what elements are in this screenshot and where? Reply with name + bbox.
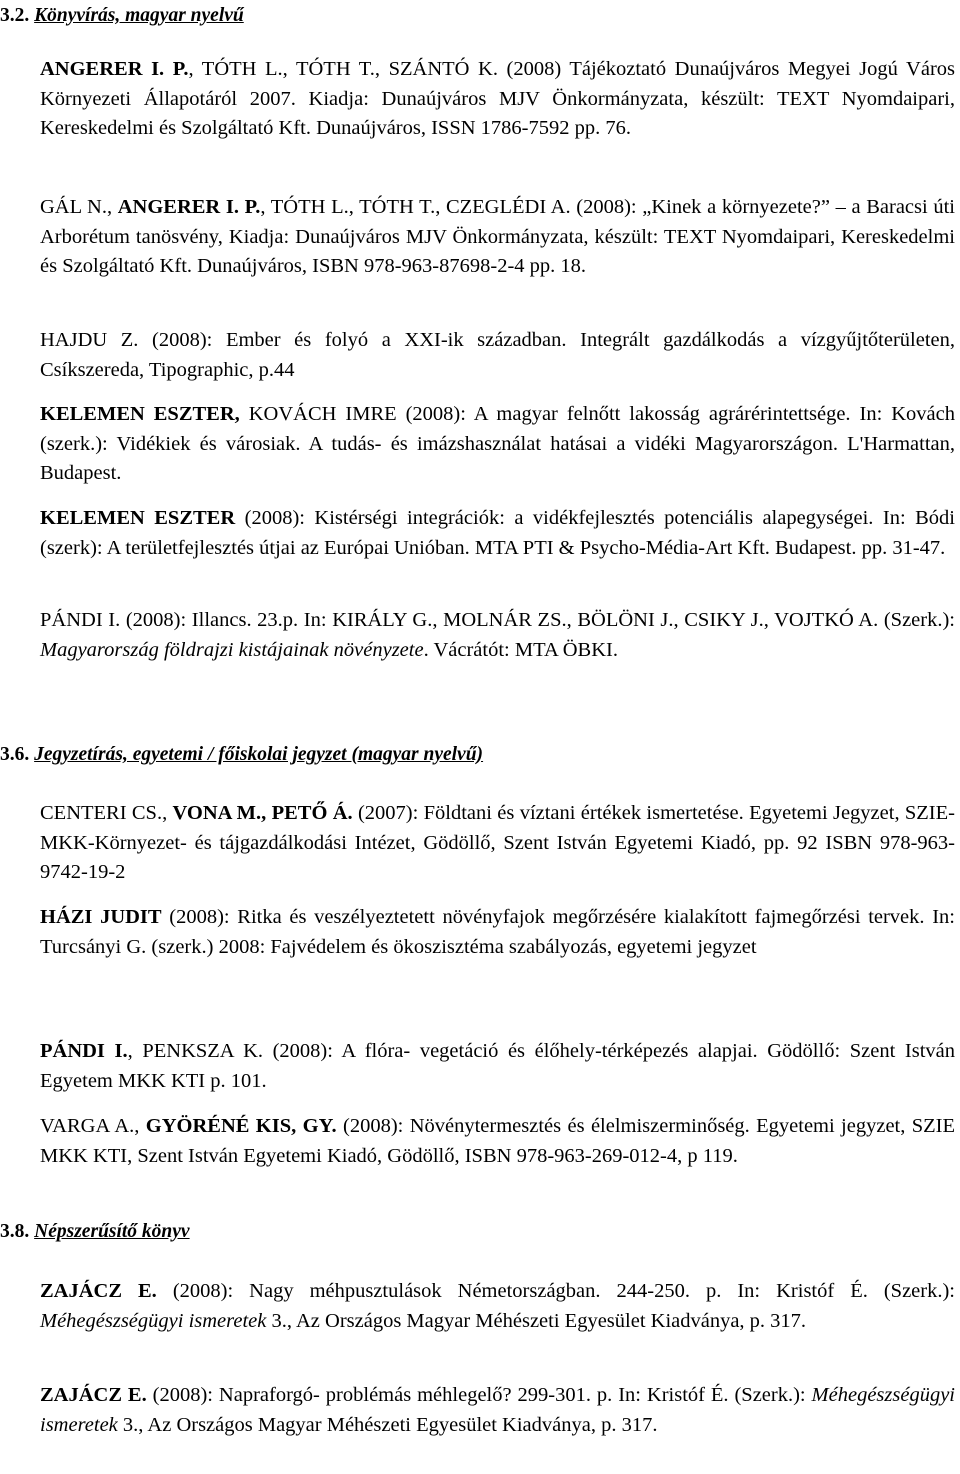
entry-text-bold: KELEMEN ESZTER, bbox=[40, 403, 240, 425]
entry-text-bold: VONA M., PETŐ Á. bbox=[172, 802, 353, 824]
section-title: Könyvírás, magyar nyelvű bbox=[34, 5, 244, 26]
section-heading bbox=[0, 3, 940, 29]
entry-text-normal: 3., Az Országos Magyar Méhészeti Egyesület Kiadványa, p. 317. bbox=[117, 1413, 658, 1436]
entry-text-normal: (2007): Földtani és víztani értékek ismertetése. Egyetemi Jegyzet, SZIE-MKK-Környezet- és tájgazdálkodási Intézet, Gödöllő, Szent István Egyetemi Kiadó, pp. 92 ISBN 978-963-9742-19-2 bbox=[40, 802, 955, 884]
reference-entry bbox=[40, 1037, 955, 1096]
entry-text-normal: (2008): Napraforgó- problémás méhlegelő? 299-301. p. In: Kristóf É. (Szerk.): bbox=[146, 1384, 812, 1406]
entry-text-normal: , TÓTH L., TÓTH T., CZEGLÉDI A. (2008): „Kinek a környezete?” – a Baracsi úti Arborétum tanösvény, Kiadja: Dunaújváros MJV Önkormányzata, készült: TEXT Nyomdaipari, Kereskedelmi és Szolgáltató Kft. Dunaújváros, ISBN 978-963-87698-2-4 pp. 18. bbox=[40, 196, 955, 278]
reference-entry bbox=[40, 193, 955, 282]
entry-text-bold: PÁNDI I. bbox=[40, 1040, 128, 1062]
reference-entry bbox=[40, 606, 955, 665]
entry-text-normal: PÁNDI I. (2008): Illancs. 23.p. In: KIRÁLY G., MOLNÁR ZS., BÖLÖNI J., CSIKY J., VOJTKÓ A. (Szerk.): bbox=[40, 609, 955, 631]
entry-text-normal: CENTERI CS., bbox=[40, 802, 173, 824]
entry-text-bold: ZAJÁCZ E. bbox=[40, 1280, 157, 1302]
entry-text-normal: 3., Az Országos Magyar Méhészeti Egyesület Kiadványa, p. 317. bbox=[266, 1309, 807, 1332]
reference-entry bbox=[40, 326, 955, 385]
section-heading bbox=[0, 1219, 940, 1245]
entry-text-bold: ANGERER I. P. bbox=[40, 58, 189, 80]
entry-text-bold: GYÖRÉNÉ KIS, GY. bbox=[145, 1115, 337, 1137]
section-heading bbox=[0, 742, 940, 768]
entry-text-normal: , PENKSZA K. (2008): A flóra- vegetáció és élőhely-térképezés alapjai. Gödöllő: Szent István Egyetem MKK KTI p. 101. bbox=[40, 1040, 955, 1092]
entry-text-normal: , TÓTH L., TÓTH T., SZÁNTÓ K. (2008) Tájékoztató Dunaújváros Megyei Jogú Város Környezeti Állapotáról 2007. Kiadja: Dunaújváros MJV Önkormányzata, készült: TEXT Nyomdaipari, Kereskedelmi és Szolgáltató Kft. Dunaújváros, ISSN 1786-7592 pp. 76. bbox=[40, 58, 956, 140]
entry-text-normal: KOVÁCH IMRE (2008): A magyar felnőtt lakosság agrárérintettsége. In: Kovách (szerk.): Vidékiek és városiak. A tudás- és imázshasználat hatásai a vidéki Magyarországon. L'Harmattan, Budapest. bbox=[40, 403, 955, 485]
entry-text-bold: ANGERER I. P. bbox=[117, 196, 261, 218]
section-title: Jegyzetírás, egyetemi / főiskolai jegyzet (magyar nyelvű) bbox=[34, 744, 484, 765]
section-number: 3.8. bbox=[0, 1221, 30, 1242]
reference-entry bbox=[40, 903, 955, 962]
entry-text-normal: GÁL N., bbox=[40, 196, 118, 218]
entry-text-normal: HAJDU Z. (2008): Ember és folyó a XXI-ik században. Integrált gazdálkodás a vízgyűjtőterületen, Csíkszereda, Tipographic, p.44 bbox=[40, 329, 955, 381]
entry-text-normal: . Vácrátót: MTA ÖBKI. bbox=[423, 638, 618, 661]
entry-text-bold: HÁZI JUDIT bbox=[40, 906, 162, 928]
reference-entry bbox=[40, 504, 955, 563]
entry-text-normal: (2008): Nagy méhpusztulások Németországban. 244-250. p. In: Kristóf É. (Szerk.): bbox=[156, 1280, 955, 1302]
entry-text-bold: ZAJÁCZ E. bbox=[40, 1384, 147, 1406]
entry-text-normal: (2008): Növénytermesztés és élelmiszerminőség. Egyetemi jegyzet, SZIE MKK KTI, Szent István Egyetemi Kiadó, Gödöllő, ISBN 978-963-269-012-4, p 119. bbox=[40, 1115, 956, 1167]
entry-text-normal: (2008): Kistérségi integrációk: a vidékfejlesztés potenciális alapegységei. In: Bódi (szerk): A területfejlesztés útjai az Európai Unióban. MTA PTI & Psycho-Média-Art Kft. Budapest. pp. 31-47. bbox=[40, 507, 955, 559]
reference-entry bbox=[40, 799, 955, 888]
entry-text-italic: Méhegészségügyi ismeretek bbox=[40, 1309, 267, 1332]
entry-text-normal: (2008): Ritka és veszélyeztetett növényfajok megőrzésére kialakított fajmegőrzési tervek. In: Turcsányi G. (szerk.) 2008: Fajvédelem és ökoszisztéma szabályozás, egyetemi jegyzet bbox=[40, 906, 955, 958]
section-title: Népszerűsítő könyv bbox=[34, 1221, 190, 1242]
entry-text-italic: Magyarország földrajzi kistájainak növényzete bbox=[40, 638, 424, 661]
reference-entry bbox=[40, 1277, 955, 1336]
reference-entry bbox=[40, 55, 955, 144]
entry-text-bold: KELEMEN ESZTER bbox=[40, 507, 236, 529]
reference-entry bbox=[40, 1112, 955, 1171]
reference-entry bbox=[40, 1381, 955, 1440]
section-number: 3.6. bbox=[0, 744, 30, 765]
reference-entry bbox=[40, 400, 955, 489]
section-number: 3.2. bbox=[0, 5, 30, 26]
entry-text-italic: Méhegészségügyi ismeretek bbox=[40, 1384, 955, 1436]
entry-text-normal: VARGA A., bbox=[40, 1115, 146, 1137]
